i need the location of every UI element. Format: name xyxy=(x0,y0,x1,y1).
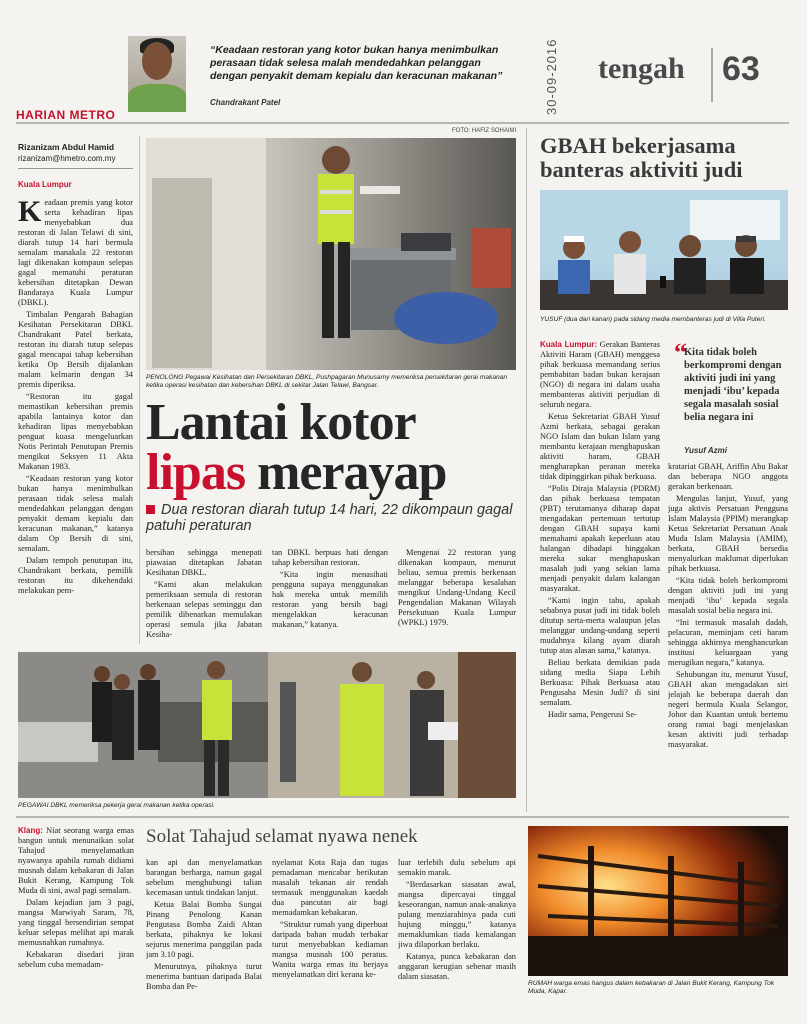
bottom-paragraph: Niat seorang warga emas bangun untuk menunaikan solat Tahajud menyelamatkan nyawanya apabila rumah didiami musnah dalam kebakaran di Jalan Bukit Kerang, Kampung Tok Muda di sini, awal pagi semalam. xyxy=(18,826,134,895)
side-dateline: Kuala Lumpur: xyxy=(540,340,598,349)
side-photo-caption: YUSUF (dua dari kanan) pada sidang media membanteras judi di Villa Puteri. xyxy=(540,316,766,323)
bottom-paragraph: kan api dan menyelamatkan barangan berharga, namun gagal sebelum menghubungi talian kecemasan untuk tindakan lanjut. xyxy=(146,858,262,897)
main-paragraph: Mengenai 22 restoran yang dikenakan kompaun, menurut beliau, semua premis berkenaan melanggar beberapa kesalahan mengikut Undang-Undang Kecil Pengendalian Makanan Wilayah Persekutuan Kuala Lumpur (WPKL) 1979. xyxy=(398,548,516,627)
page-number: 63 xyxy=(722,50,760,88)
side-column-a xyxy=(540,340,660,810)
main-photo-inspector xyxy=(146,138,516,370)
side-paragraph: Gerakan Banteras Aktiviti Haram (GBAH) menggesa pihak berkuasa memandang serius pembabitan badan bukan kerajaan (NGO) di negara ini dalam usaha membanteras aktiviti perjudian di seluruh negara. xyxy=(540,340,660,409)
byline-email[interactable]: rizanizam@hmetro.com.my xyxy=(18,154,116,163)
bottom-dateline: Klang: xyxy=(18,826,43,835)
side-paragraph: Mengulas lanjut, Yusuf, yang juga aktivis Persatuan Pengguna Islam Malaysia (PPIM) merangkap Ketua Sekretariat Persatuan Anak Muda Islam Malaysia (AMIM), berkata, GBAH bersedia menyalurkan maklumat diperlukan pihak berkuasa. xyxy=(668,494,788,573)
bottom-paragraph: luar terlebih dulu sebelum api semakin marak. xyxy=(398,858,516,877)
bottom-paragraph: nyelamat Kota Raja dan tugas pemadaman mencabar berikutan masalah tekanan air rendah termasuk menggunakan kaedah dua pancutan air bagi memadamkan kebakaran. xyxy=(272,858,388,917)
main-paragraph: “Keadaan restoran yang kotor bukan hanya menimbulkan perasaan tidak selesa malah mendedahkan pelanggan dengan penyakit demam kepialu dan keracunan makanan,” katanya dalam Op Bersih di sini, semalam. xyxy=(18,474,133,553)
bottom-paragraph: “Berdasarkan siasatan awal, mangsa dipercayai tinggal keseorangan, namun anak-anaknya pulang menziarahinya pada cuti hujung minggu,” katanya memaklumkan tiada kemalangan jiwa dilaporkan berlaku. xyxy=(398,880,516,949)
section-name: tengah xyxy=(598,52,685,85)
main-column-3 xyxy=(272,548,388,648)
bottom-rule xyxy=(16,816,789,818)
side-paragraph: “Kita tidak boleh berkompromi dengan aktiviti judi ini yang menjadi ‘ibu’ kepada segala masalah sosial belia negara ini. xyxy=(668,576,788,615)
side-paragraph: “Kami ingin tahu, apakah sebabnya pusat judi ini tidak boleh ditutup serta-merta walaupun jelas melanggar undang-undang seperti mudahnya kilang ayam diarah tutup atas alasan sama,” katanya. xyxy=(540,596,660,655)
side-paragraph: Beliau berkata demikian pada sidang media Siapa Lebih Berkuasa: Pihak Berkuasa atau Pengusaha Mesin Judi? di sini semalam. xyxy=(540,658,660,707)
issue-date: 30-09-2016 xyxy=(544,38,559,116)
bottom-column-3 xyxy=(272,858,388,1022)
main-paragraph: Timbalan Pengarah Bahagian Kesihatan Persekitaran DBKL Chandrakant Patel berkata, restoran itu diarah tutup selepas gagal mencapai tahap kebersihan ketika Op Bersih dijalankan malam kelmarin dengan 34 premis diperiksa. xyxy=(18,310,133,389)
column-separator xyxy=(139,136,140,644)
header-rule xyxy=(16,122,789,124)
header-quote-author: Chandrakant Patel xyxy=(210,98,281,107)
side-paragraph: “Polis Diraja Malaysia (PDRM) dan pihak berkuasa tempatan (PBT) terutamanya diharap dapat mengadakan pertemuan tertutup dengan GBAH supaya kami memahami apakah keperluan atau halangan dihadapi hinggakan mereka sukar menghapuskan masalah judi yang sekian lama menjadi penyakit dalam kalangan masyarakat. xyxy=(540,484,660,593)
headline-rest: merayap xyxy=(245,444,447,501)
side-pull-quote: Kita tidak boleh berkompromi dengan aktiviti judi ini yang menjadi ‘ibu’ kepada segala masalah sosial belia negara ini xyxy=(684,347,782,423)
column-separator xyxy=(526,128,527,812)
publication-brand: HARIAN METRO xyxy=(16,108,116,122)
side-headline: GBAH bekerjasama banteras aktiviti judi xyxy=(540,133,743,182)
main-deck xyxy=(146,502,526,534)
photo-scene-4 xyxy=(528,826,788,976)
bottom-paragraph: Dalam kejadian jam 3 pagi, mangsa Marwiyah Saram, 78, yang tinggal bersendirian sempat keluar selepas melihat api marak memusnahkan rumahnya. xyxy=(18,898,134,947)
main-paragraph: “Restoran itu gagal memastikan kebersihan premis apabila lantainya kotor dan kehadiran lipas menyebabkan penguat kuasa mengeluarkan Notis Perintah Penutupan Premis mengikut Seksyen 11 Akta Makanan 1983. xyxy=(18,392,133,471)
side-paragraph: Hadir sama, Pengerusi Se- xyxy=(548,710,637,719)
side-paragraph: kratariat GBAH, Ariffin Abu Bakar dan beberapa NGO anggota gerakan berkenaan. xyxy=(668,462,788,491)
byline-rule xyxy=(18,168,133,169)
side-pull-author: Yusuf Azmi xyxy=(684,446,727,455)
main-paragraph: “Kita ingin menasihati pengguna supaya menggunakan hak mereka untuk memilih restoran yang bersih bagi mengelakkan keracunan makanan,” katanya. xyxy=(272,570,388,629)
main-paragraph: Dalam tempoh penutupan itu, Chandrakant berkata, pemilik restoran itu dikehendaki melakukan pem- xyxy=(18,556,133,595)
bottom-photo-caption: RUMAH warga emas hangus dalam kebakaran di Jalan Bukit Kerang, Kampung Tok Muda, Kapar. xyxy=(528,980,775,996)
deck-text: Dua restoran diarah tutup 14 hari, 22 dikompaun gagal patuhi peraturan xyxy=(146,502,513,534)
photo-scene-2 xyxy=(18,652,516,798)
main-paragraph: bersihan sehingga menepati piawaian ditetapkan Jabatan Kesihatan DBKL. xyxy=(146,548,262,577)
byline-name: Rizanizam Abdul Hamid xyxy=(18,142,115,152)
main-column-4 xyxy=(398,548,516,648)
bottom-paragraph: Ketua Balai Bomba Sungai Pinang Penolong Kanan Pengutasa Bomba Zaidi Ahtan berkata, pihaknya ke lokasi sejurus menerima panggilan pada jam 3.10 pagi. xyxy=(146,900,262,959)
bottom-column-2 xyxy=(146,858,262,1022)
bottom-paragraph: “Struktur rumah yang diperbuat daripada bahan mudah terbakar turut menyebabkan kediaman mangsa musnah 100 peratus. Wanita warga emas itu berjaya menyelamatkan diri kerana ke- xyxy=(272,920,388,979)
main-photo-workers xyxy=(18,652,516,798)
main-headline-line1: Lantai kotor xyxy=(146,394,416,451)
main-column-1 xyxy=(18,180,133,640)
main-paragraph: “Kami akan melakukan pemeriksaan semula di restoran berkenaan selepas seminggu dan pemilik dibenarkan memulakan operasi semula jika Jabatan Kesiha- xyxy=(146,580,262,639)
quote-mark-icon: “ xyxy=(674,338,687,367)
main-paragraph: tan DBKL berpuas hati dengan tahap kebersihan restoran. xyxy=(272,548,388,567)
photo-scene xyxy=(146,138,516,370)
drop-cap: K xyxy=(18,195,42,228)
header-divider xyxy=(711,48,713,102)
photo-credit: FOTO: HAFIZ SOHAIMI xyxy=(452,128,517,134)
side-column-b xyxy=(668,462,788,812)
bottom-column-4 xyxy=(398,858,516,1022)
bottom-paragraph: Kebakaran disedari jiran sebelum cuba memadam- xyxy=(18,950,134,969)
bottom-column-1 xyxy=(18,826,134,1022)
main-column-2 xyxy=(146,548,262,648)
main-photo-caption-2: PEGAWAI DBKL memeriksa pekerja gerai makanan ketika operasi. xyxy=(18,802,215,809)
header-quote: “Keadaan restoran yang kotor bukan hanya menimbulkan perasaan tidak selesa malah mendedahkan pelanggan dengan penyakit demam kepialu dan keracunan makanan” xyxy=(210,44,503,82)
headline-highlight: lipas xyxy=(146,444,246,501)
photo-scene-3 xyxy=(540,190,788,310)
main-paragraph: eadaan premis yang kotor serta kehadiran lipas menyebabkan dua restoran di Jalan Telawi di sini, diarah tutup 14 hari bermula semalam manakala 22 restoran lagi dikenakan kompaun selepas gagal mematuhi peraturan kebersihan ditetapkan Dewan Bandaraya Kuala Lumpur (DBKL). xyxy=(18,198,133,307)
author-portrait xyxy=(128,36,186,112)
main-headline-line2 xyxy=(146,444,447,501)
side-paragraph: Ketua Sekretariat GBAH Yusuf Azmi berkata, sebagai gerakan NGO Islam dan bukan Islam yang membantu kerajaan menghapuskan aktiviti haram, GBAH mengharapkan peranan mereka tidak dipinggirkan pihak berkuasa. xyxy=(540,412,660,481)
main-dateline: Kuala Lumpur xyxy=(18,180,72,189)
bottom-photo-fire xyxy=(528,826,788,976)
side-photo-press xyxy=(540,190,788,310)
bottom-paragraph: Menurutnya, pihaknya turut menerima bantuan daripada Balai Bomba dan Pe- xyxy=(146,962,262,991)
deck-bullet xyxy=(146,505,155,514)
side-paragraph: “Ini termasuk masalah dadah, pelacuran, meminjam ceti haram sehingga akhirnya menghancurkan institusi keluargaan yang merugikan negara,” katanya. xyxy=(668,618,788,667)
bottom-headline: Solat Tahajud selamat nyawa nenek xyxy=(146,826,418,847)
bottom-paragraph: Katanya, punca kebakaran dan anggaran kerugian sebenar masih dalam siasatan. xyxy=(398,952,516,981)
side-paragraph: Sehubungan itu, menurut Yusuf, GBAH akan mengadakan siri jelajah ke beberapa daerah dan negeri bermula Kuala Selangor, Johor dan Kuantan untuk bertemu orang ramai bagi menjelaskan kesan aktiviti judi terhadap masyarakat. xyxy=(668,670,788,749)
main-photo-caption: PENOLONG Pegawai Kesihatan dan Persekitaran DBKL, Pushpagaran Munusamy memeriksa persekitaran gerai makanan ketika operasi kesihatan dan kebersihan DBKL di sekitar Jalan Telawi, Bangsar. xyxy=(146,374,508,390)
